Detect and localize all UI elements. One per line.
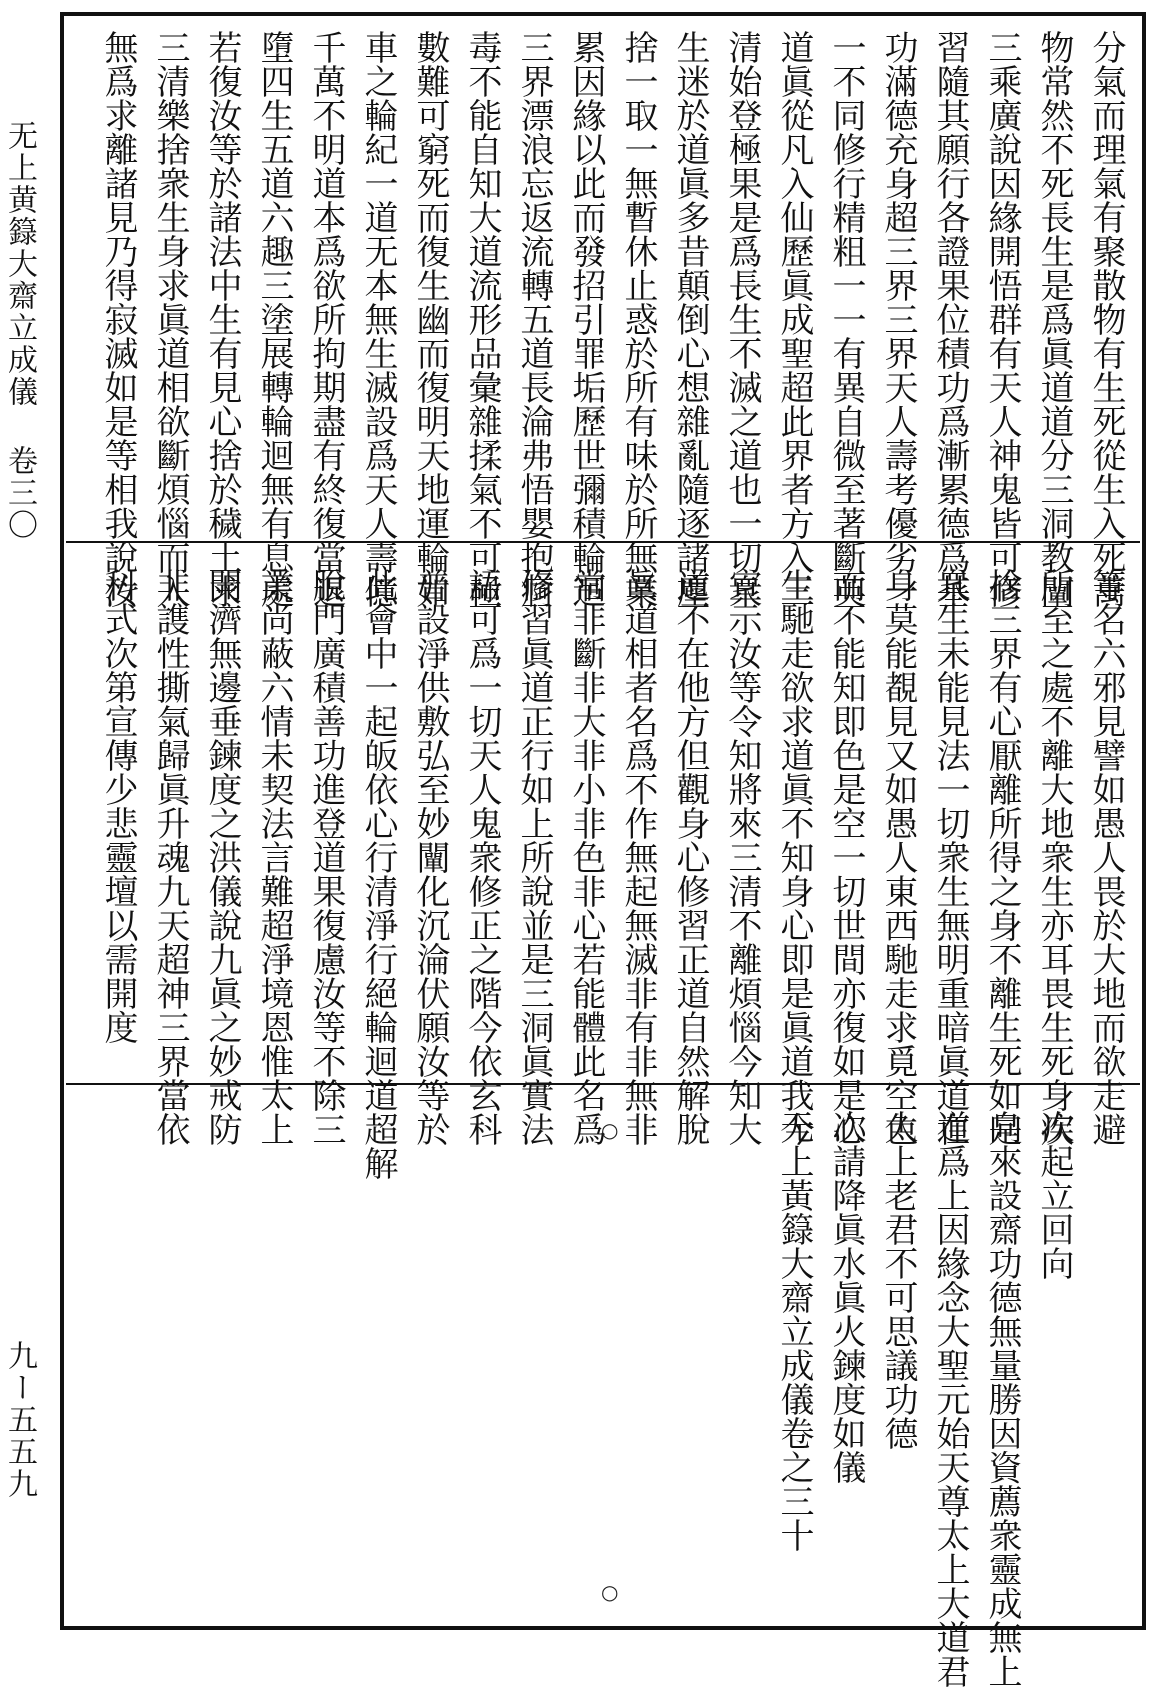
text-column: 太上老君不可思議功德 (878, 1110, 918, 1450)
text-column: 生迷於道眞多昔顛倒心想雜亂隨逐諸塵 (670, 30, 710, 608)
margin-title: 无上黄籙大齋立成儀 卷三〇 (2, 120, 37, 541)
text-column: 一不同修行精粗一一有異自微至著斷英 (826, 30, 866, 608)
text-column: 無爲求離諸見乃得寂滅如是等相我說汝 (98, 30, 138, 608)
margin-page-number: 九ー五五九 (2, 1340, 37, 1500)
text-column: 道爲上因緣念大聖元始天尊太上大道君 (930, 1110, 970, 1688)
text-column: 捨一取一無暫休止惑於所有味於所無業 (618, 30, 658, 608)
text-column: 車之輪紀一道无本無生滅設爲天人壽億 (358, 30, 398, 608)
text-column: 語可爲一切天人鬼衆修正之階今依玄科 (462, 568, 502, 1146)
text-column: 向來設齋功德無量勝因資薦衆靈成無上 (982, 1110, 1022, 1688)
text-column: 業尚蔽六情未契法言難超淨境恩惟太上 (254, 568, 294, 1146)
text-column: 生馳走欲求道眞不知身心即是眞道我今 (774, 568, 814, 1146)
text-column: 科式次第宣傳少悲靈壇以需開度 (98, 568, 138, 1044)
text-column: 數難可窮死而復生幽而復明天地運輪如 (410, 30, 450, 608)
text-column: 墮四生五道六趣三塗展轉輪迴無有息處 (254, 30, 294, 608)
text-column: 清始登極果是爲長生不滅之道也一切衆 (722, 30, 762, 608)
text-column: 開濟無邊垂鍊度之洪儀說九眞之妙戒防 (202, 568, 242, 1146)
text-column: 三界漂浪忘返流轉五道長淪弗悟嬰抱痾 (514, 30, 554, 608)
text-column: 所至之處不離大地衆生亦耳畏生死身疾 (1034, 568, 1074, 1146)
text-column: 習隨其願行各證果位積功爲漸累德爲基 (930, 30, 970, 608)
text-column: 脫門廣積善功進登道果復慮汝等不除三 (306, 568, 346, 1146)
text-column: 千萬不明道本爲欲所拘期盡有終復當退 (306, 30, 346, 608)
text-column: 而不能知即色是空一切世間亦復如是心 (826, 568, 866, 1146)
text-column: 非謢性撕氣歸眞升魂九天超神三界當依 (150, 568, 190, 1146)
text-column: 道不在他方但觀身心修習正道自然解脫 (670, 568, 710, 1146)
text-column: 物常然不死長生是爲眞道道分三洞教闡 (1034, 30, 1074, 608)
text-column: 三乘廣說因緣開悟群有天人神鬼皆可修 (982, 30, 1022, 608)
text-column: 三清樂捨衆生身求眞道相欲斷煩惱而入 (150, 30, 190, 608)
text-column: 功滿德充身超三界三界天人壽考優劣一 (878, 30, 918, 608)
text-column: 若復汝等於諸法中生有見心捨於穢土求 (202, 30, 242, 608)
text-column: 修習眞道正行如上所說並是三洞眞實法 (514, 568, 554, 1146)
text-column: 常非斷非大非小非色非心若能體此名爲 (566, 568, 606, 1146)
text-column: 捨三界有心厭離所得之身不離生死如是 (982, 568, 1022, 1146)
circle-mark-icon: ○ (601, 1580, 619, 1604)
text-column: 身莫能覩見又如愚人東西馳走求覓空色 (878, 568, 918, 1146)
text-column: 眞道相者名爲不作無起無滅非有非無非 (618, 568, 658, 1146)
text-column: 次請降眞水眞火鍊度如儀 (826, 1110, 866, 1484)
text-column: 次起立回向 (1034, 1110, 1074, 1280)
text-column: 分氣而理氣有聚散物有生死從生入死萬 (1086, 30, 1126, 608)
text-column: 毒不能自知大道流形品彙雜揉氣不可極 (462, 30, 502, 608)
text-column: 等名六邪見譬如愚人畏於大地而欲走避 (1086, 568, 1126, 1146)
text-column: 道眞從凡入仙歷眞成聖超此界者方入三 (774, 30, 814, 608)
text-column: 累因緣以此而發招引罪垢歷世彌積輪迴 (566, 30, 606, 608)
circle-mark-icon: ○ (601, 1118, 619, 1142)
text-column: 此會中一起皈依心行清淨行絕輪迴道超解 (358, 568, 398, 1180)
text-column: 衆生未能見法一切衆生無明重暗眞道在 (930, 568, 970, 1146)
text-column: 宣示汝等令知將來三清不離煩惱今知大 (722, 568, 762, 1146)
text-column: 普設淨供敷弘至妙闡化沉淪伏願汝等於 (410, 568, 450, 1146)
text-column: 无上黃籙大齋立成儀卷之三十 (774, 1110, 814, 1552)
